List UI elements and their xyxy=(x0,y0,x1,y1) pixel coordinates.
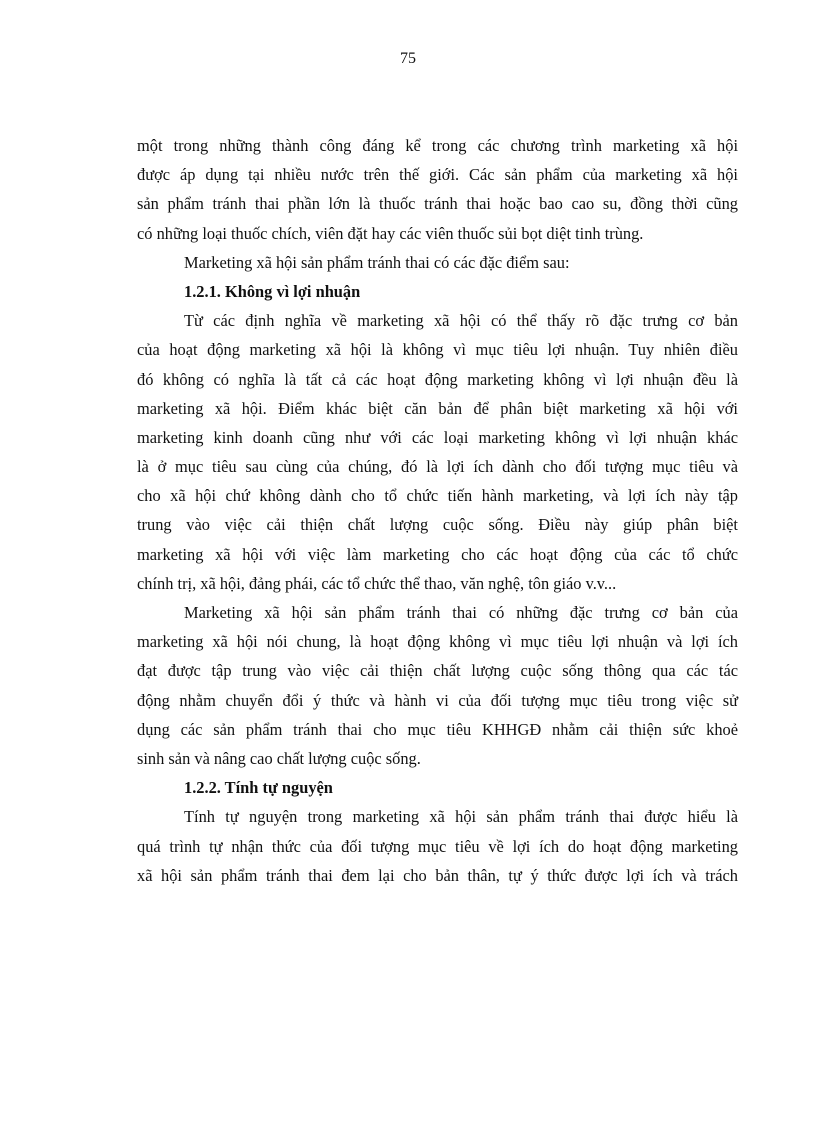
text-line: động nhằm chuyển đổi ý thức và hành vi của đối tượng mục tiêu trong việc sử xyxy=(137,690,738,710)
text-line: Marketing xã hội sản phẩm tránh thai có các đặc điểm sau: xyxy=(184,252,570,272)
text-line: marketing xã hội với việc làm marketing cho các hoạt động của các tổ chức xyxy=(137,544,738,564)
text-line: có những loại thuốc chích, viên đặt hay các viên thuốc sủi bọt diệt tinh trùng. xyxy=(137,223,644,243)
text-line: sản phẩm tránh thai phần lớn là thuốc tránh thai hoặc bao cao su, đồng thời cũng xyxy=(137,194,738,214)
text-line: của hoạt động marketing xã hội là không vì mục tiêu lợi nhuận. Tuy nhiên điều xyxy=(137,340,738,360)
text-line: một trong những thành công đáng kể trong các chương trình marketing xã hội xyxy=(137,136,738,155)
text-line: Marketing xã hội sản phẩm tránh thai có những đặc trưng cơ bản của xyxy=(184,603,738,622)
text-line: cho xã hội chứ không dành cho tổ chức tiến hành marketing, và lợi ích này tập xyxy=(137,486,738,506)
text-line: là ở mục tiêu sau cùng của chúng, đó là lợi ích dành cho đối tượng mục tiêu và xyxy=(137,457,738,477)
text-line: dụng các sản phẩm tránh thai cho mục tiêu KHHGĐ nhằm cải thiện sức khoẻ xyxy=(137,719,738,739)
text-line: xã hội sản phẩm tránh thai đem lại cho bản thân, tự ý thức được lợi ích và trách xyxy=(137,865,738,885)
document-body xyxy=(137,131,738,890)
text-line: được áp dụng tại nhiều nước trên thế giới. Các sản phẩm của marketing xã hội xyxy=(137,165,738,185)
page-number: 75 xyxy=(400,50,416,67)
text-line: chính trị, xã hội, đảng phái, các tổ chức thể thao, văn nghệ, tôn giáo v.v... xyxy=(137,573,617,593)
text-line: sinh sản và nâng cao chất lượng cuộc sống. xyxy=(137,748,421,768)
text-line: trung vào việc cải thiện chất lượng cuộc sống. Điều này giúp phân biệt xyxy=(137,515,738,535)
text-line: marketing xã hội. Điểm khác biệt căn bản để phân biệt marketing xã hội với xyxy=(137,398,738,418)
text-line: marketing kinh doanh cũng như với các loại marketing không vì lợi nhuận khác xyxy=(137,427,738,447)
section-heading-1-2-2: 1.2.2. Tính tự nguyện xyxy=(184,778,333,798)
text-line: đó không có nghĩa là tất cả các hoạt động marketing không vì lợi nhuận đều là xyxy=(137,369,738,389)
text-line: quá trình tự nhận thức của đối tượng mục tiêu về lợi ích do hoạt động marketing xyxy=(137,836,738,856)
text-line: đạt được tập trung vào việc cải thiện chất lượng cuộc sống thông qua các tác xyxy=(137,661,738,681)
section-heading-1-2-1: 1.2.1. Không vì lợi nhuận xyxy=(184,281,361,301)
text-line: Từ các định nghĩa về marketing xã hội có thể thấy rõ đặc trưng cơ bản xyxy=(184,311,738,331)
text-line: Tính tự nguyện trong marketing xã hội sản phẩm tránh thai được hiểu là xyxy=(184,807,738,827)
text-line: marketing xã hội nói chung, là hoạt động không vì mục tiêu lợi nhuận và lợi ích xyxy=(137,632,738,652)
